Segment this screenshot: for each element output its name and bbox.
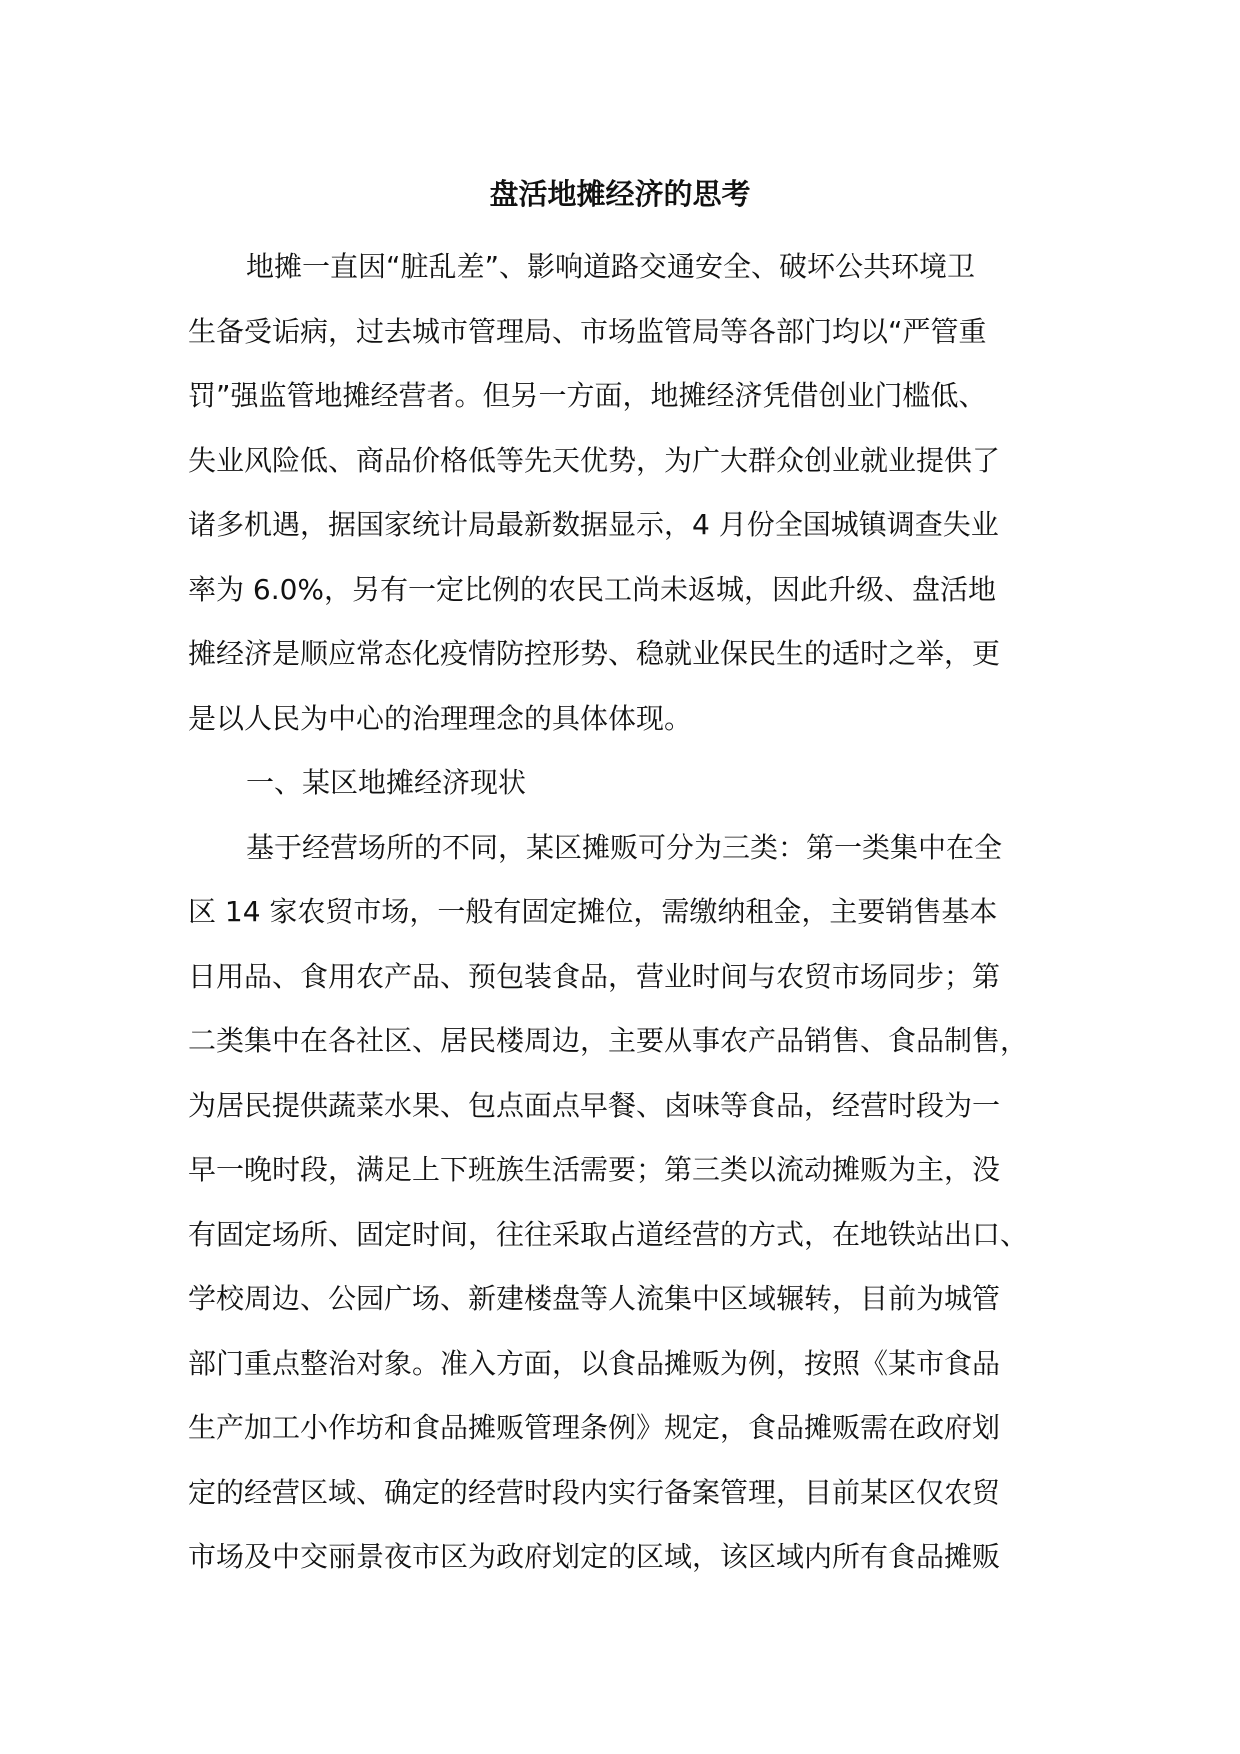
text-line: 是以人民为中心的治理理念的具体体现。 [188,701,693,735]
text-line: 罚”强监管地摊经营者。但另一方面，地摊经济凭借创业门槛低、 [188,379,987,412]
text-line: 日用品、食用农产品、预包装食品，营业时间与农贸市场同步；第 [188,959,1001,993]
text-line: 早一晚时段，满足上下班族生活需要；第三类以流动摊贩为主，没 [188,1153,1001,1186]
text-line: 地摊一直因“脏乱差”、影响道路交通安全、破坏公共环境卫 [246,250,976,283]
text-line: 率为 6.0%，另有一定比例的农民工尚未返城，因此升级、盘活地 [188,572,997,606]
text-line: 学校周边、公园广场、新建楼盘等人流集中区域辗转，目前为城管 [188,1282,1001,1315]
text-line: 诸多机遇，据国家统计局最新数据显示，4 月份全国城镇调查失业 [188,508,999,541]
text-line: 市场及中交丽景夜市区为政府划定的区域，该区域内所有食品摊贩 [188,1540,1001,1573]
text-line: 二类集中在各社区、居民楼周边，主要从事农产品销售、食品制售， [188,1024,1029,1057]
text-line: 失业风险低、商品价格低等先天优势，为广大群众创业就业提供了 [188,443,1001,477]
text-line: 区 14 家农贸市场，一般有固定摊位，需缴纳租金，主要销售基本 [188,895,998,928]
text-line: 基于经营场所的不同，某区摊贩可分为三类：第一类集中在全 [246,830,1003,864]
text-line: 为居民提供蔬菜水果、包点面点早餐、卤味等食品，经营时段为一 [188,1088,1001,1122]
text-line: 摊经济是顺应常态化疫情防控形势、稳就业保民生的适时之举，更 [188,637,1001,670]
text-line: 一、某区地摊经济现状 [246,766,527,799]
text-line: 生备受诟病，过去城市管理局、市场监管局等各部门均以“严管重 [188,314,987,348]
page-title: 盘活地摊经济的思考 [489,177,751,211]
text-line: 部门重点整治对象。准入方面，以食品摊贩为例，按照《某市食品 [188,1346,1001,1380]
text-line: 生产加工小作坊和食品摊贩管理条例》规定，食品摊贩需在政府划 [188,1411,1001,1444]
text-line: 定的经营区域、确定的经营时段内实行备案管理，目前某区仅农贸 [188,1475,1001,1509]
document-body [188,235,1058,1590]
text-line: 有固定场所、固定时间，往往采取占道经营的方式，在地铁站出口、 [188,1217,1029,1251]
